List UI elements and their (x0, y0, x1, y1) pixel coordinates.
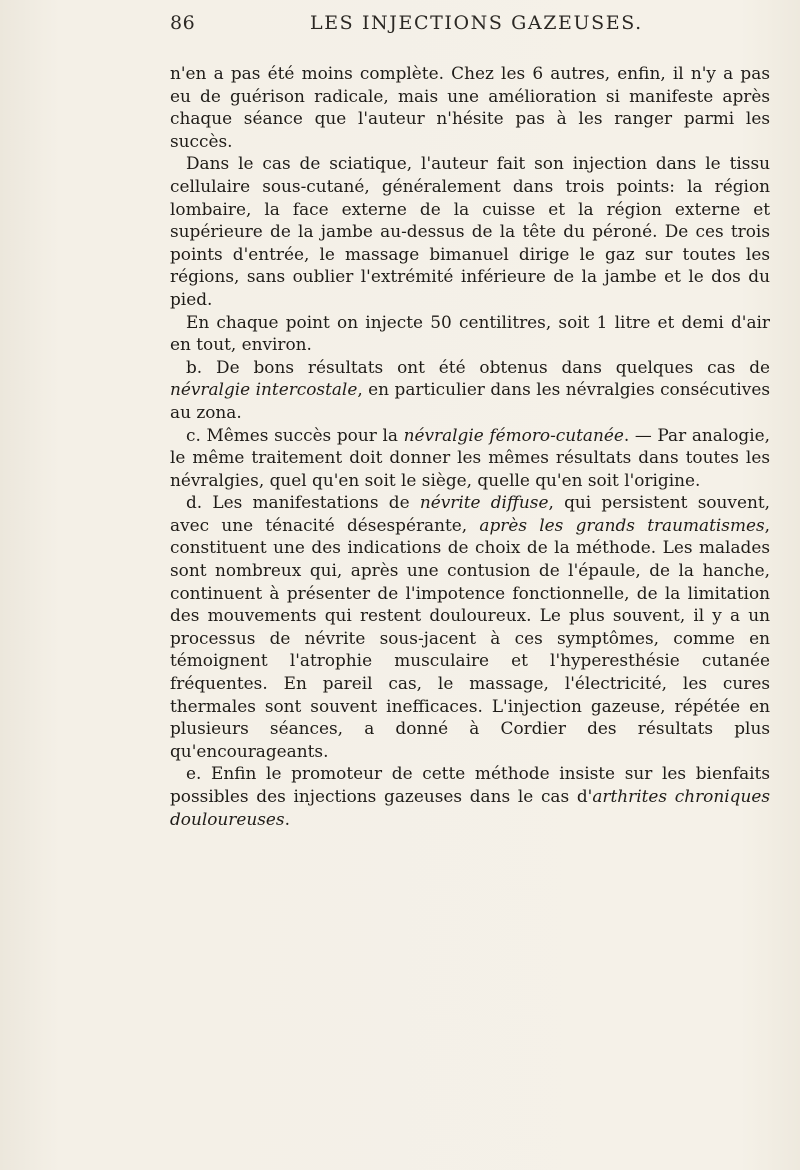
text-run: . (284, 808, 290, 829)
text-run: b. De bons résultats ont été obtenus dans quelques cas de (186, 356, 770, 377)
italic-run: névralgie intercostale (170, 379, 358, 400)
paragraph-p6 (170, 491, 770, 762)
text-run: e. Enfin le promoteur de cette méthode insiste sur les bienfaits possibles des injections gazeuses dans le cas d' (170, 763, 770, 806)
paragraph-p4 (170, 356, 770, 424)
italic-run: arthrites chroniques douloureuses (170, 786, 770, 829)
page-header (170, 12, 770, 42)
text-run: En chaque point on injecte 50 centilitres, soit 1 litre et demi d'air en tout, environ. (170, 311, 770, 355)
text-run: , constituent une des indications de choix de la méthode. Les malades sont nombreux qui, après une contusion de l'épaule, de la hanche, continuent à présenter de l'impotence fonctionnelle, de la limitation des mouvements qui restent douloureux. Le plus souvent, il y a un processus de névrite sous-jacent à ces symptômes, comme en témoignent l'atrophie musculaire et l'hyperesthésie cutanée fréquentes. En pareil cas, le massage, l'électricité, les cures thermales sont souvent inefficaces. L'injection gazeuse, répétée en plusieurs séances, a donné à Cordier des résultats plus qu'encourageants. (170, 514, 771, 761)
page-body (170, 62, 770, 830)
text-run: n'en a pas été moins complète. Chez les 6 autres, enfin, il n'y a pas eu de guérison radicale, mais une amélioration si manifeste après chaque séance que l'auteur n'hésite pas à les ranger parmi les succès. (170, 63, 770, 151)
text-run: c. Mêmes succès pour la (186, 424, 404, 445)
text-run: . — Par analogie, le même traitement doit donner les mêmes résultats dans toutes les névralgies, quel qu'en soit le siège, quelle qu'en soit l'origine. (170, 424, 770, 490)
text-run: , qui persistent souvent, avec une ténacité désespérante, (170, 492, 770, 535)
italic-run: névralgie fémoro-cutanée (403, 424, 624, 445)
text-run: , en particulier dans les névralgies consécutives au zona. (170, 379, 771, 422)
paragraph-p2 (170, 152, 770, 310)
paragraph-p5 (170, 424, 770, 492)
page-number: 86 (170, 12, 196, 34)
text-run: Dans le cas de sciatique, l'auteur fait son injection dans le tissu cellulaire sous-cutané, généralement dans trois points: la région lombaire, la face externe de la cuisse et la région externe et supérieure de la jambe au-dessus de la tête du péroné. De ces trois points d'entrée, le massage bimanuel dirige le gaz sur toutes les régions, sans oublier l'extrémité inférieure de la jambe et le dos du pied. (170, 153, 770, 309)
paragraph-p7 (170, 762, 770, 830)
text-run: d. Les manifestations de (186, 492, 420, 513)
italic-run: après les grands traumatismes (479, 514, 765, 535)
paragraph-p3 (170, 311, 770, 356)
running-title: LES INJECTIONS GAZEUSES. (310, 12, 643, 34)
paragraph-p1 (170, 62, 770, 152)
italic-run: névrite diffuse (419, 492, 549, 513)
